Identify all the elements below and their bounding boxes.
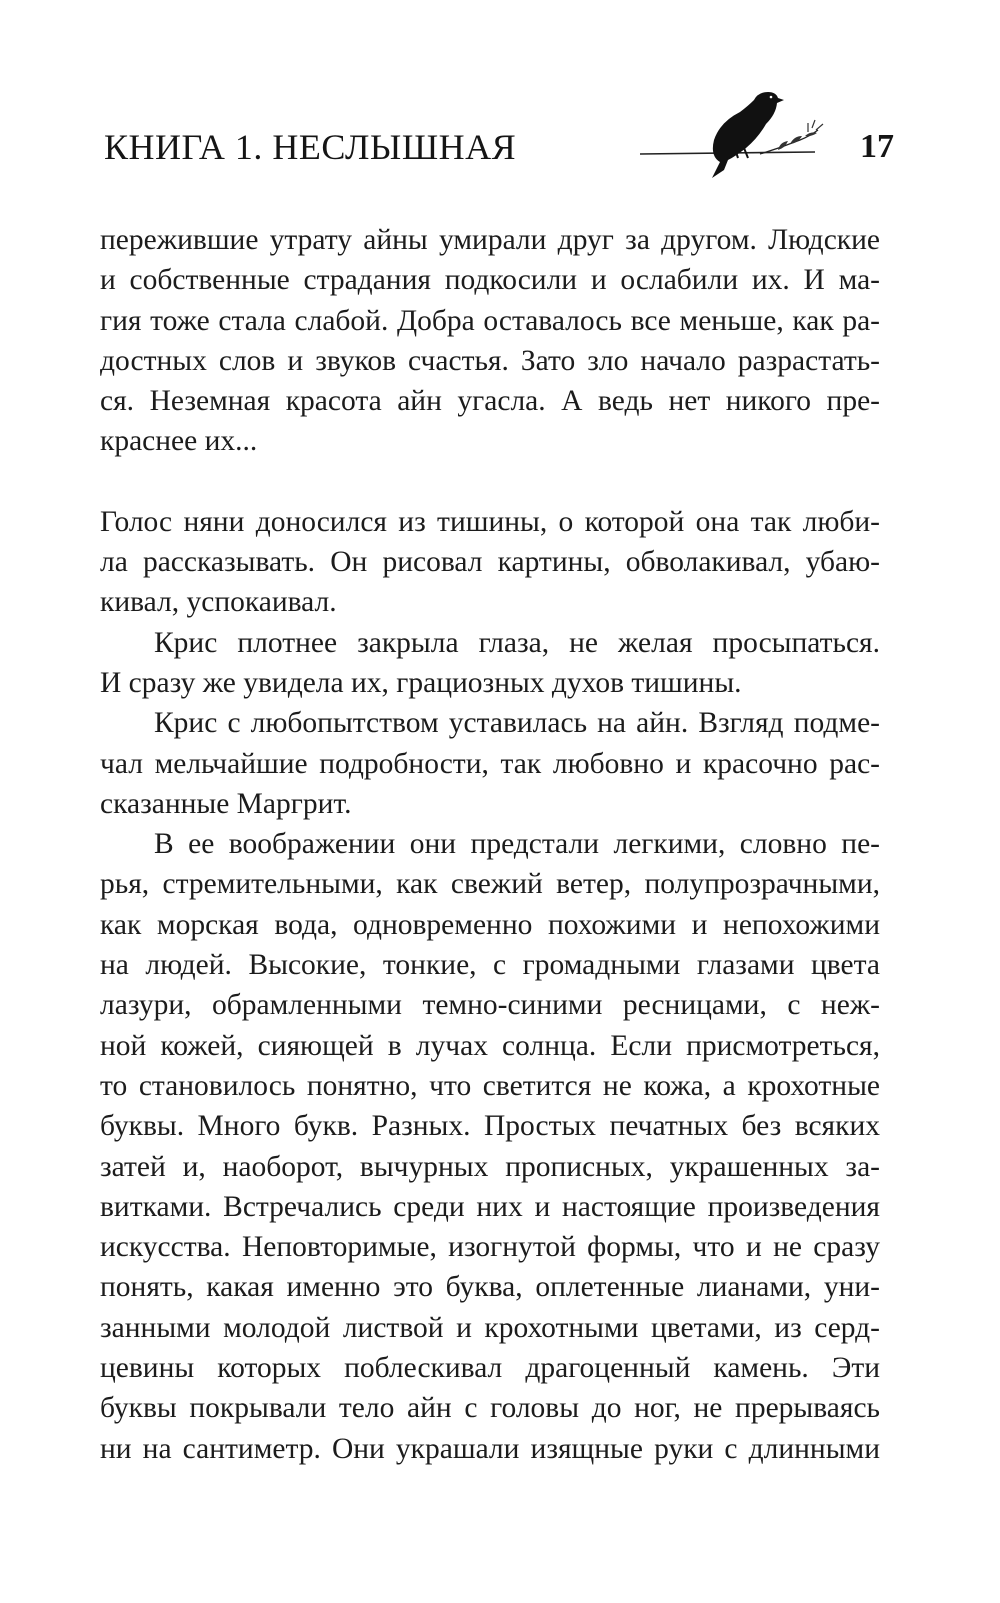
text-line: ся. Неземная красота айн угасла. А ведь нет никого пре- xyxy=(100,385,880,418)
text-line: и собственные страдания подкосили и ослабили их. И ма- xyxy=(100,264,880,297)
paragraph-end-line xyxy=(100,663,880,703)
text-line: И сразу же увидела их, грациозных духов тишины. xyxy=(100,666,742,699)
text-line: достных слов и звуков счастья. Зато зло начало разрастать- xyxy=(100,344,880,377)
paragraph-end-line xyxy=(100,582,880,622)
body-text xyxy=(100,220,880,1469)
text-line: то становилось понятно, что светится не кожа, а крохотные xyxy=(100,1069,880,1102)
text-line: затей и, наоборот, вычурных прописных, украшенных за- xyxy=(100,1150,880,1183)
text-line: понять, какая именно это буква, оплетенные лианами, уни- xyxy=(100,1271,880,1304)
text-line: искусства. Неповторимые, изогнутой формы, что и не сразу xyxy=(100,1231,880,1264)
text-line: на людей. Высокие, тонкие, с громадными глазами цвета xyxy=(100,949,880,982)
text-line: ни на сантиметр. Они украшали изящные руки с длинными xyxy=(100,1432,880,1465)
paragraph xyxy=(100,703,880,784)
text-line: витками. Встречались среди них и настоящие произведения xyxy=(100,1190,880,1223)
text-line: лазури, обрамленными темно-синими ресницами, с неж- xyxy=(100,989,880,1022)
text-line: Крис с любопытством уставилась на айн. Взгляд подме- xyxy=(154,707,880,740)
paragraph-end-line xyxy=(100,421,880,461)
text-line: буквы покрывали тело айн с головы до ног, не прерываясь xyxy=(100,1392,880,1425)
running-title: КНИГА 1. НЕСЛЫШНАЯ xyxy=(104,127,517,167)
page-number: 17 xyxy=(860,128,894,165)
paragraph-end-line xyxy=(100,784,880,824)
text-line: краснее их... xyxy=(100,425,258,458)
text-line: пережившие утрату айны умирали друг за другом. Людские xyxy=(100,224,880,256)
paragraph xyxy=(100,824,880,1469)
text-line: Голос няни доносился из тишины, о которой она так люби- xyxy=(100,505,880,538)
text-line: В ее воображении они предстали легкими, словно пе- xyxy=(154,828,880,861)
text-line: сказанные Маргрит. xyxy=(100,787,352,820)
text-line: чал мельчайшие подробности, так любовно и красочно рас- xyxy=(100,747,880,780)
section-break xyxy=(100,462,880,502)
text-line: занными молодой листвой и крохотными цветами, из серд- xyxy=(100,1311,880,1344)
paragraph xyxy=(100,623,880,663)
text-line: как морская вода, одновременно похожими и непохожими xyxy=(100,908,880,941)
text-line: ной кожей, сияющей в лучах солнца. Если присмотреться, xyxy=(100,1029,880,1062)
text-line: цевины которых поблескивал драгоценный камень. Эти xyxy=(100,1352,880,1385)
text-line: кивал, успокаивал. xyxy=(100,586,337,619)
text-line: Крис плотнее закрыла глаза, не желая просыпаться. xyxy=(154,626,880,659)
text-line: рья, стремительными, как свежий ветер, полупрозрачными, xyxy=(100,868,880,901)
paragraph xyxy=(100,220,880,421)
text-line: ла рассказывать. Он рисовал картины, обволакивал, убаю- xyxy=(100,546,880,579)
text-line: гия тоже стала слабой. Добра оставалось все меньше, как ра- xyxy=(100,304,880,337)
text-line: буквы. Много букв. Разных. Простых печатных без всяких xyxy=(100,1110,880,1143)
paragraph xyxy=(100,502,880,583)
crow-on-branch-icon xyxy=(640,78,860,188)
